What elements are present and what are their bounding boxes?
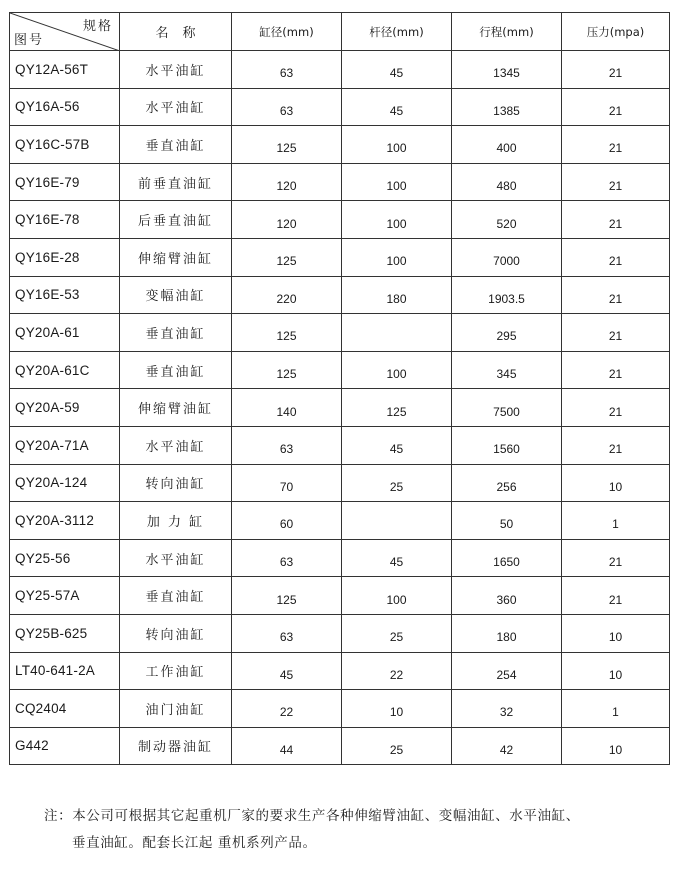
cell-code: CQ2404 — [10, 690, 120, 728]
cell-stroke: 180 — [452, 614, 562, 652]
cell-stroke: 400 — [452, 126, 562, 164]
cell-bore: 125 — [232, 126, 342, 164]
cell-bore: 125 — [232, 577, 342, 615]
cell-rod: 45 — [342, 51, 452, 89]
table-row — [10, 614, 670, 652]
header-rod: 杆径(mm) — [342, 13, 452, 51]
cell-stroke: 520 — [452, 201, 562, 239]
cell-bore: 63 — [232, 426, 342, 464]
cell-rod: 100 — [342, 201, 452, 239]
cell-code: QY16E-28 — [10, 238, 120, 276]
cell-bore: 70 — [232, 464, 342, 502]
table-row — [10, 426, 670, 464]
cell-pressure: 21 — [562, 126, 670, 164]
footnote — [44, 803, 664, 857]
cell-code: QY20A-3112 — [10, 502, 120, 540]
cell-code: QY20A-71A — [10, 426, 120, 464]
cell-pressure: 21 — [562, 276, 670, 314]
cell-pressure: 21 — [562, 577, 670, 615]
cell-name: 垂直油缸 — [120, 351, 232, 389]
cell-stroke: 32 — [452, 690, 562, 728]
cylinder-spec-table — [9, 12, 670, 765]
cell-rod: 100 — [342, 126, 452, 164]
cell-stroke: 7500 — [452, 389, 562, 427]
cell-code: LT40-641-2A — [10, 652, 120, 690]
cell-stroke: 7000 — [452, 238, 562, 276]
cell-rod: 100 — [342, 238, 452, 276]
header-bore: 缸径(mm) — [232, 13, 342, 51]
cell-bore: 125 — [232, 238, 342, 276]
cell-bore: 45 — [232, 652, 342, 690]
header-corner-cell — [10, 13, 120, 51]
footnote-line-2: 垂直油缸。配套长江起 重机系列产品。 — [72, 835, 317, 851]
cell-rod: 100 — [342, 163, 452, 201]
cell-bore: 125 — [232, 314, 342, 352]
cell-rod: 100 — [342, 351, 452, 389]
cell-bore: 63 — [232, 88, 342, 126]
cell-pressure: 21 — [562, 163, 670, 201]
cell-name: 水平油缸 — [120, 88, 232, 126]
cell-rod: 22 — [342, 652, 452, 690]
cell-pressure: 21 — [562, 201, 670, 239]
cell-bore: 60 — [232, 502, 342, 540]
cell-name: 变幅油缸 — [120, 276, 232, 314]
table-row — [10, 88, 670, 126]
cell-bore: 44 — [232, 727, 342, 765]
cell-name: 水平油缸 — [120, 426, 232, 464]
table-row — [10, 502, 670, 540]
cell-pressure: 21 — [562, 51, 670, 89]
cell-name: 转向油缸 — [120, 464, 232, 502]
table-row — [10, 577, 670, 615]
cell-stroke: 1650 — [452, 539, 562, 577]
cell-pressure: 21 — [562, 389, 670, 427]
cell-stroke: 254 — [452, 652, 562, 690]
cell-rod: 100 — [342, 577, 452, 615]
cell-rod: 10 — [342, 690, 452, 728]
cell-code: QY16A-56 — [10, 88, 120, 126]
cell-name: 前垂直油缸 — [120, 163, 232, 201]
cell-name: 伸缩臂油缸 — [120, 389, 232, 427]
cell-code: QY20A-61C — [10, 351, 120, 389]
cell-stroke: 295 — [452, 314, 562, 352]
cell-bore: 63 — [232, 614, 342, 652]
cell-rod: 45 — [342, 88, 452, 126]
header-name: 名称 — [120, 13, 232, 51]
cell-code: QY12A-56T — [10, 51, 120, 89]
cell-rod: 25 — [342, 727, 452, 765]
cell-bore: 22 — [232, 690, 342, 728]
table-row — [10, 727, 670, 765]
cell-stroke: 1560 — [452, 426, 562, 464]
cell-code: G442 — [10, 727, 120, 765]
cell-rod — [342, 502, 452, 540]
cell-code: QY25B-625 — [10, 614, 120, 652]
cell-pressure: 21 — [562, 351, 670, 389]
footnote-line-1: 注：本公司可根据其它起重机厂家的要求生产各种伸缩臂油缸、变幅油缸、水平油缸、 — [44, 808, 580, 824]
cell-stroke: 1385 — [452, 88, 562, 126]
table-row — [10, 690, 670, 728]
cell-name: 垂直油缸 — [120, 314, 232, 352]
cell-name: 工作油缸 — [120, 652, 232, 690]
cell-rod: 180 — [342, 276, 452, 314]
cell-rod: 25 — [342, 614, 452, 652]
cell-code: QY20A-59 — [10, 389, 120, 427]
table-row — [10, 126, 670, 164]
cell-name: 制动器油缸 — [120, 727, 232, 765]
cell-rod: 125 — [342, 389, 452, 427]
cell-bore: 140 — [232, 389, 342, 427]
cell-stroke: 42 — [452, 727, 562, 765]
cell-stroke: 1345 — [452, 51, 562, 89]
cell-bore: 125 — [232, 351, 342, 389]
cell-pressure: 21 — [562, 314, 670, 352]
cell-stroke: 50 — [452, 502, 562, 540]
cell-code: QY16E-78 — [10, 201, 120, 239]
cell-bore: 120 — [232, 201, 342, 239]
table-row — [10, 464, 670, 502]
table-row — [10, 238, 670, 276]
table-row — [10, 276, 670, 314]
cell-stroke: 256 — [452, 464, 562, 502]
header-stroke: 行程(mm) — [452, 13, 562, 51]
cell-name: 转向油缸 — [120, 614, 232, 652]
cell-name: 后垂直油缸 — [120, 201, 232, 239]
cell-name: 水平油缸 — [120, 51, 232, 89]
cell-code: QY25-56 — [10, 539, 120, 577]
table-row — [10, 389, 670, 427]
cell-code: QY20A-61 — [10, 314, 120, 352]
cell-pressure: 10 — [562, 727, 670, 765]
cell-pressure: 1 — [562, 690, 670, 728]
table-row — [10, 539, 670, 577]
cell-bore: 63 — [232, 539, 342, 577]
cell-code: QY16C-57B — [10, 126, 120, 164]
table-row — [10, 314, 670, 352]
header-pressure: 压力(mpa) — [562, 13, 670, 51]
cell-name: 垂直油缸 — [120, 577, 232, 615]
table-row — [10, 351, 670, 389]
table-row — [10, 163, 670, 201]
cell-stroke: 1903.5 — [452, 276, 562, 314]
cell-name: 水平油缸 — [120, 539, 232, 577]
cell-pressure: 1 — [562, 502, 670, 540]
table-row — [10, 652, 670, 690]
cell-bore: 63 — [232, 51, 342, 89]
table-row — [10, 201, 670, 239]
cell-pressure: 21 — [562, 539, 670, 577]
cell-rod: 25 — [342, 464, 452, 502]
cell-pressure: 10 — [562, 464, 670, 502]
spec-sheet — [9, 12, 669, 765]
header-code-label: 图号 — [14, 33, 45, 48]
cell-code: QY20A-124 — [10, 464, 120, 502]
table-header-row — [10, 13, 670, 51]
cell-stroke: 360 — [452, 577, 562, 615]
table-body — [10, 51, 670, 765]
cell-code: QY25-57A — [10, 577, 120, 615]
cell-rod: 45 — [342, 539, 452, 577]
cell-code: QY16E-53 — [10, 276, 120, 314]
cell-bore: 220 — [232, 276, 342, 314]
cell-pressure: 21 — [562, 88, 670, 126]
cell-name: 伸缩臂油缸 — [120, 238, 232, 276]
cell-name: 垂直油缸 — [120, 126, 232, 164]
cell-pressure: 21 — [562, 426, 670, 464]
cell-pressure: 21 — [562, 238, 670, 276]
cell-pressure: 10 — [562, 652, 670, 690]
cell-rod: 45 — [342, 426, 452, 464]
cell-pressure: 10 — [562, 614, 670, 652]
cell-name: 油门油缸 — [120, 690, 232, 728]
cell-bore: 120 — [232, 163, 342, 201]
header-spec-label: 规格 — [82, 19, 113, 34]
cell-code: QY16E-79 — [10, 163, 120, 201]
cell-stroke: 480 — [452, 163, 562, 201]
cell-name: 加 力 缸 — [120, 502, 232, 540]
cell-rod — [342, 314, 452, 352]
cell-stroke: 345 — [452, 351, 562, 389]
table-row — [10, 51, 670, 89]
